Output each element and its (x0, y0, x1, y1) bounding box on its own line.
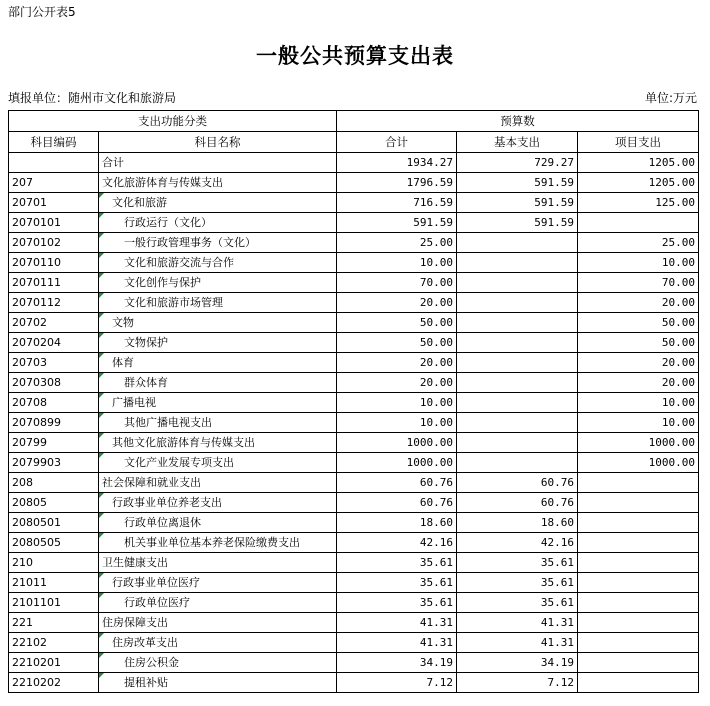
table-row (9, 453, 699, 473)
table-row (9, 273, 699, 293)
cell-basic (457, 273, 578, 293)
cell-basic (457, 453, 578, 473)
cell-flag-icon (99, 373, 104, 378)
cell-name-text: 文化产业发展专项支出 (124, 456, 234, 469)
header-project: 项目支出 (578, 132, 699, 153)
cell-name-text: 行政事业单位医疗 (112, 576, 200, 589)
cell-code: 2070308 (9, 373, 99, 393)
cell-code: 2070101 (9, 213, 99, 233)
cell-project: 1000.00 (578, 453, 699, 473)
cell-name (99, 313, 337, 333)
cell-name (99, 613, 337, 633)
cell-project (578, 213, 699, 233)
cell-project (578, 653, 699, 673)
cell-total: 35.61 (337, 553, 457, 573)
header-function-class: 支出功能分类 (9, 111, 337, 132)
cell-name-text: 机关事业单位基本养老保险缴费支出 (124, 536, 300, 549)
cell-code (9, 153, 99, 173)
cell-basic: 35.61 (457, 573, 578, 593)
table-row (9, 493, 699, 513)
sheet-label: 部门公开表5 (8, 5, 76, 19)
cell-name-text: 文化和旅游 (112, 196, 167, 209)
cell-code: 20799 (9, 433, 99, 453)
cell-code: 208 (9, 473, 99, 493)
table-row (9, 213, 699, 233)
cell-code: 2080505 (9, 533, 99, 553)
cell-name (99, 353, 337, 373)
cell-name (99, 573, 337, 593)
cell-code: 2080501 (9, 513, 99, 533)
cell-total: 10.00 (337, 413, 457, 433)
cell-code: 210 (9, 553, 99, 573)
cell-project (578, 473, 699, 493)
cell-name-text: 合计 (102, 156, 124, 169)
cell-flag-icon (99, 533, 104, 538)
cell-name (99, 433, 337, 453)
table-row (9, 433, 699, 453)
header-code: 科目编码 (9, 132, 99, 153)
cell-name-text: 文化旅游体育与传媒支出 (102, 176, 223, 189)
cell-name-text: 广播电视 (112, 396, 156, 409)
cell-name-text: 体育 (112, 356, 134, 369)
cell-total: 10.00 (337, 393, 457, 413)
cell-project (578, 613, 699, 633)
cell-name (99, 493, 337, 513)
table-row (9, 393, 699, 413)
cell-basic: 591.59 (457, 193, 578, 213)
table-row (9, 593, 699, 613)
cell-code: 2079903 (9, 453, 99, 473)
cell-basic: 18.60 (457, 513, 578, 533)
table-row (9, 613, 699, 633)
table-row (9, 173, 699, 193)
cell-name (99, 173, 337, 193)
cell-code: 2101101 (9, 593, 99, 613)
cell-flag-icon (99, 453, 104, 458)
cell-name (99, 393, 337, 413)
table-row (9, 373, 699, 393)
cell-total: 1000.00 (337, 453, 457, 473)
cell-name (99, 253, 337, 273)
cell-code: 2070102 (9, 233, 99, 253)
cell-code: 20702 (9, 313, 99, 333)
cell-project: 25.00 (578, 233, 699, 253)
cell-total: 50.00 (337, 333, 457, 353)
cell-basic: 42.16 (457, 533, 578, 553)
cell-flag-icon (99, 633, 104, 638)
cell-name-text: 行政运行（文化） (124, 216, 212, 229)
table-row (9, 333, 699, 353)
cell-name (99, 213, 337, 233)
cell-project: 1205.00 (578, 153, 699, 173)
cell-name-text: 行政单位离退休 (124, 516, 201, 529)
cell-project: 10.00 (578, 413, 699, 433)
cell-flag-icon (99, 673, 104, 678)
cell-name-text: 其他文化旅游体育与传媒支出 (112, 436, 255, 449)
table-row (9, 533, 699, 553)
cell-total: 70.00 (337, 273, 457, 293)
filler-unit: 填报单位：随州市文化和旅游局 (8, 91, 177, 105)
cell-total: 20.00 (337, 293, 457, 313)
cell-flag-icon (99, 513, 104, 518)
cell-flag-icon (99, 233, 104, 238)
cell-project: 20.00 (578, 373, 699, 393)
cell-basic: 591.59 (457, 213, 578, 233)
cell-total: 60.76 (337, 493, 457, 513)
table-row (9, 193, 699, 213)
table-row (9, 513, 699, 533)
cell-code: 20701 (9, 193, 99, 213)
cell-name (99, 233, 337, 253)
cell-name (99, 553, 337, 573)
cell-project (578, 533, 699, 553)
table-row (9, 653, 699, 673)
cell-flag-icon (99, 333, 104, 338)
cell-code: 21011 (9, 573, 99, 593)
cell-code: 20708 (9, 393, 99, 413)
cell-total: 1796.59 (337, 173, 457, 193)
cell-total: 18.60 (337, 513, 457, 533)
cell-project (578, 673, 699, 693)
cell-basic: 41.31 (457, 613, 578, 633)
cell-code: 2070110 (9, 253, 99, 273)
table-row (9, 473, 699, 493)
cell-project (578, 493, 699, 513)
table-row (9, 253, 699, 273)
cell-name-text: 文物 (112, 316, 134, 329)
table-row (9, 233, 699, 253)
table-row (9, 553, 699, 573)
cell-name (99, 473, 337, 493)
cell-code: 2210202 (9, 673, 99, 693)
cell-name (99, 533, 337, 553)
cell-project (578, 553, 699, 573)
cell-basic: 591.59 (457, 173, 578, 193)
cell-total: 20.00 (337, 353, 457, 373)
table-row (9, 673, 699, 693)
cell-name (99, 453, 337, 473)
cell-basic (457, 313, 578, 333)
budget-table (8, 110, 699, 693)
cell-name (99, 273, 337, 293)
cell-name-text: 住房保障支出 (102, 616, 168, 629)
cell-name-text: 提租补贴 (124, 676, 168, 689)
cell-name-text: 文化和旅游市场管理 (124, 296, 223, 309)
table-row (9, 293, 699, 313)
cell-name-text: 群众体育 (124, 376, 168, 389)
header-row-group (9, 111, 699, 132)
cell-flag-icon (99, 273, 104, 278)
cell-name-text: 文化和旅游交流与合作 (124, 256, 234, 269)
cell-name-text: 文化创作与保护 (124, 276, 201, 289)
cell-flag-icon (99, 653, 104, 658)
cell-basic: 7.12 (457, 673, 578, 693)
cell-name-text: 住房改革支出 (112, 636, 178, 649)
cell-code: 207 (9, 173, 99, 193)
cell-basic (457, 393, 578, 413)
cell-code: 2070204 (9, 333, 99, 353)
cell-name (99, 373, 337, 393)
table-row (9, 633, 699, 653)
cell-total: 1934.27 (337, 153, 457, 173)
cell-name (99, 333, 337, 353)
cell-name-text: 社会保障和就业支出 (102, 476, 201, 489)
cell-name-text: 卫生健康支出 (102, 556, 168, 569)
cell-name (99, 293, 337, 313)
cell-basic: 729.27 (457, 153, 578, 173)
cell-flag-icon (99, 593, 104, 598)
cell-project: 70.00 (578, 273, 699, 293)
cell-project: 125.00 (578, 193, 699, 213)
cell-basic (457, 353, 578, 373)
cell-total: 50.00 (337, 313, 457, 333)
header-total: 合计 (337, 132, 457, 153)
cell-basic: 34.19 (457, 653, 578, 673)
cell-project: 50.00 (578, 313, 699, 333)
cell-name-text: 其他广播电视支出 (124, 416, 212, 429)
cell-project: 10.00 (578, 253, 699, 273)
cell-project: 20.00 (578, 293, 699, 313)
cell-flag-icon (99, 293, 104, 298)
table-row (9, 353, 699, 373)
currency-unit: 单位:万元 (644, 91, 697, 105)
cell-total: 35.61 (337, 573, 457, 593)
cell-code: 2210201 (9, 653, 99, 673)
header-budget: 预算数 (337, 111, 699, 132)
cell-basic: 41.31 (457, 633, 578, 653)
cell-name (99, 593, 337, 613)
cell-basic (457, 413, 578, 433)
cell-basic: 35.61 (457, 553, 578, 573)
cell-total: 35.61 (337, 593, 457, 613)
cell-total: 716.59 (337, 193, 457, 213)
page-title: 一般公共预算支出表 (256, 43, 454, 68)
cell-flag-icon (99, 433, 104, 438)
cell-total: 20.00 (337, 373, 457, 393)
table-row (9, 573, 699, 593)
header-basic: 基本支出 (457, 132, 578, 153)
cell-flag-icon (99, 193, 104, 198)
header-name: 科目名称 (99, 132, 337, 153)
cell-name (99, 193, 337, 213)
cell-flag-icon (99, 493, 104, 498)
cell-basic: 35.61 (457, 593, 578, 613)
cell-name (99, 153, 337, 173)
cell-basic: 60.76 (457, 473, 578, 493)
cell-project (578, 573, 699, 593)
cell-name (99, 653, 337, 673)
cell-code: 2070112 (9, 293, 99, 313)
table-row (9, 153, 699, 173)
cell-flag-icon (99, 573, 104, 578)
cell-basic (457, 253, 578, 273)
cell-flag-icon (99, 353, 104, 358)
header-row-columns (9, 132, 699, 153)
cell-flag-icon (99, 393, 104, 398)
cell-code: 20703 (9, 353, 99, 373)
cell-name-text: 行政单位医疗 (124, 596, 190, 609)
table-row (9, 313, 699, 333)
cell-project (578, 593, 699, 613)
cell-basic (457, 293, 578, 313)
cell-total: 60.76 (337, 473, 457, 493)
cell-basic: 60.76 (457, 493, 578, 513)
cell-flag-icon (99, 413, 104, 418)
cell-name (99, 413, 337, 433)
cell-name-text: 住房公积金 (124, 656, 179, 669)
cell-basic (457, 373, 578, 393)
cell-code: 20805 (9, 493, 99, 513)
cell-name (99, 633, 337, 653)
cell-project: 50.00 (578, 333, 699, 353)
cell-total: 41.31 (337, 633, 457, 653)
cell-project: 20.00 (578, 353, 699, 373)
cell-basic (457, 433, 578, 453)
cell-flag-icon (99, 313, 104, 318)
cell-basic (457, 233, 578, 253)
cell-project: 10.00 (578, 393, 699, 413)
cell-total: 591.59 (337, 213, 457, 233)
cell-flag-icon (99, 253, 104, 258)
cell-flag-icon (99, 213, 104, 218)
cell-code: 2070899 (9, 413, 99, 433)
cell-total: 34.19 (337, 653, 457, 673)
cell-total: 25.00 (337, 233, 457, 253)
cell-code: 2070111 (9, 273, 99, 293)
cell-project (578, 513, 699, 533)
cell-code: 22102 (9, 633, 99, 653)
cell-name-text: 文物保护 (124, 336, 168, 349)
cell-name-text: 一般行政管理事务（文化） (124, 236, 256, 249)
cell-basic (457, 333, 578, 353)
cell-code: 221 (9, 613, 99, 633)
cell-project (578, 633, 699, 653)
cell-name-text: 行政事业单位养老支出 (112, 496, 222, 509)
cell-total: 41.31 (337, 613, 457, 633)
cell-name (99, 673, 337, 693)
cell-total: 42.16 (337, 533, 457, 553)
cell-name (99, 513, 337, 533)
cell-total: 7.12 (337, 673, 457, 693)
cell-total: 10.00 (337, 253, 457, 273)
cell-project: 1205.00 (578, 173, 699, 193)
table-row (9, 413, 699, 433)
cell-project: 1000.00 (578, 433, 699, 453)
cell-total: 1000.00 (337, 433, 457, 453)
